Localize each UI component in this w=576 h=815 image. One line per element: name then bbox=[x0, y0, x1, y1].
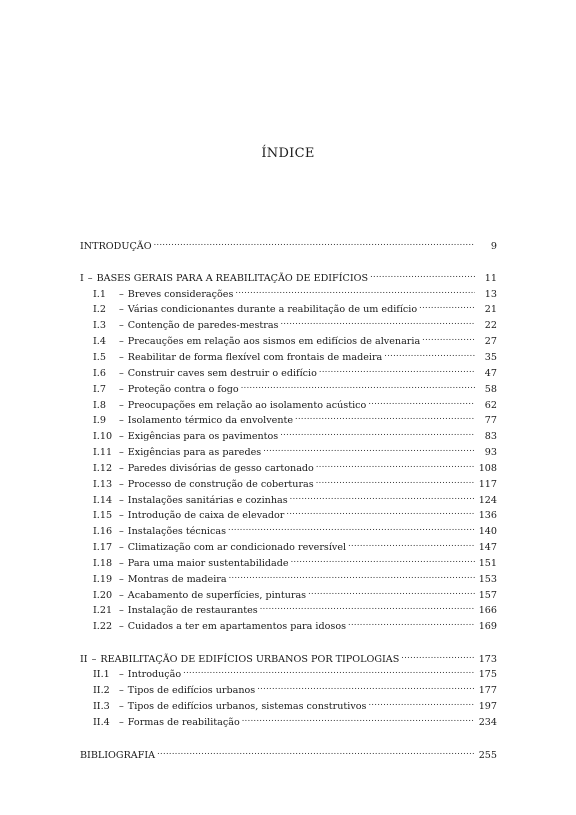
toc-entry-page-number: 35 bbox=[484, 352, 497, 363]
toc-entry-separator: – bbox=[119, 368, 124, 379]
toc-entry-page-number: 9 bbox=[490, 241, 497, 252]
dot-leader bbox=[422, 330, 475, 344]
toc-entry-number: I.3 bbox=[93, 320, 106, 331]
toc-entry-separator: – bbox=[119, 669, 124, 680]
toc-entry-page-number: 147 bbox=[478, 542, 497, 553]
toc-entry-number: I bbox=[80, 273, 84, 284]
toc-entry-number: I.5 bbox=[93, 352, 106, 363]
toc-entry-page-number: 255 bbox=[478, 750, 497, 761]
dot-leader bbox=[419, 298, 475, 312]
toc-entry-page-number: 173 bbox=[478, 654, 497, 665]
toc-entry-page-number: 62 bbox=[484, 400, 497, 411]
dot-leader bbox=[348, 615, 475, 629]
toc-entry-separator: – bbox=[119, 320, 124, 331]
dot-leader bbox=[183, 663, 475, 677]
toc-entry-separator: – bbox=[119, 510, 124, 521]
dot-leader bbox=[280, 314, 475, 328]
dot-leader bbox=[229, 568, 475, 582]
toc-entry-title: Paredes divisórias de gesso cartonado bbox=[127, 463, 314, 474]
toc-entry bbox=[93, 504, 497, 521]
toc-entry bbox=[93, 441, 497, 458]
toc-entry-title: BASES GERAIS PARA A REABILITAÇÃO DE EDIFÍCIOS bbox=[96, 273, 369, 284]
toc-entry-number: II.1 bbox=[93, 669, 110, 680]
toc-entry-title: Formas de reabilitação bbox=[127, 717, 240, 728]
toc-entry-separator: – bbox=[119, 590, 124, 601]
toc-entry-title: Várias condicionantes durante a reabilitação de um edifício bbox=[127, 304, 418, 315]
toc-entry-separator: – bbox=[119, 685, 124, 696]
toc-entry-page-number: 169 bbox=[478, 621, 497, 632]
dot-leader bbox=[308, 584, 475, 598]
dot-leader bbox=[401, 648, 475, 662]
toc-entry-separator: – bbox=[119, 289, 124, 300]
toc-entry-title: Tipos de edifícios urbanos, sistemas construtivos bbox=[127, 701, 367, 712]
dot-leader bbox=[257, 679, 475, 693]
toc-entry-number: I.20 bbox=[93, 590, 113, 601]
toc-entry-title: Introdução de caixa de elevador bbox=[127, 510, 285, 521]
toc-entry-separator: – bbox=[119, 415, 124, 426]
toc-entry-separator: – bbox=[119, 447, 124, 458]
toc-entry-title: Exigências para as paredes bbox=[127, 447, 262, 458]
toc-entry-page-number: 177 bbox=[478, 685, 497, 696]
toc-entry bbox=[93, 457, 497, 474]
dot-leader bbox=[235, 283, 475, 297]
toc-entry-page-number: 153 bbox=[478, 574, 497, 585]
toc-entry-number: I.1 bbox=[93, 289, 106, 300]
dot-leader bbox=[280, 425, 475, 439]
toc-entry-page-number: 108 bbox=[478, 463, 497, 474]
toc-entry-separator: – bbox=[91, 654, 97, 665]
toc-entry bbox=[93, 615, 497, 632]
toc-entry-number: I.17 bbox=[93, 542, 113, 553]
toc-entry bbox=[93, 711, 497, 728]
toc-entry bbox=[80, 744, 497, 761]
toc-entry-number: I.14 bbox=[93, 495, 113, 506]
toc-entry-page-number: 58 bbox=[484, 384, 497, 395]
toc-entry bbox=[93, 378, 497, 395]
toc-entry bbox=[93, 473, 497, 490]
dot-leader bbox=[316, 457, 475, 471]
toc-entry bbox=[80, 648, 497, 665]
toc-entry-page-number: 151 bbox=[478, 558, 497, 569]
toc-entry-separator: – bbox=[119, 400, 124, 411]
toc-entry-separator: – bbox=[119, 336, 124, 347]
dot-leader bbox=[368, 394, 475, 408]
toc-entry bbox=[93, 283, 497, 300]
toc-entry-number: I.4 bbox=[93, 336, 106, 347]
toc-entry bbox=[80, 267, 497, 284]
toc-entry bbox=[93, 663, 497, 680]
toc-entry-separator: – bbox=[119, 431, 124, 442]
toc-entry-page-number: 93 bbox=[484, 447, 497, 458]
toc-entry-page-number: 27 bbox=[484, 336, 497, 347]
dot-leader bbox=[316, 473, 475, 487]
toc-entry-number: I.7 bbox=[93, 384, 106, 395]
toc-entry bbox=[93, 536, 497, 553]
toc-entry-separator: – bbox=[87, 273, 93, 284]
toc-entry-number: I.18 bbox=[93, 558, 113, 569]
toc-entry-number: I.16 bbox=[93, 526, 113, 537]
toc-entry-title: Instalações sanitárias e cozinhas bbox=[127, 495, 288, 506]
toc-entry-page-number: 136 bbox=[478, 510, 497, 521]
toc-entry bbox=[93, 425, 497, 442]
toc-entry bbox=[93, 679, 497, 696]
toc-entry-separator: – bbox=[119, 384, 124, 395]
toc-entry-page-number: 22 bbox=[484, 320, 497, 331]
toc-entry-title: Para uma maior sustentabilidade bbox=[127, 558, 289, 569]
toc-entry-number: II.3 bbox=[93, 701, 110, 712]
toc-entry-page-number: 47 bbox=[484, 368, 497, 379]
toc-entry-title: Breves considerações bbox=[127, 289, 234, 300]
toc-entry-number: I.13 bbox=[93, 479, 113, 490]
dot-leader bbox=[154, 235, 475, 249]
toc-entry bbox=[93, 584, 497, 601]
toc-entry bbox=[93, 362, 497, 379]
toc-entry-title: Reabilitar de forma flexível com frontais de madeira bbox=[127, 352, 383, 363]
toc-entry-title: Exigências para os pavimentos bbox=[127, 431, 279, 442]
toc-entry bbox=[93, 599, 497, 616]
toc-entry-title: BIBLIOGRAFIA bbox=[80, 750, 156, 761]
toc-entry-title: Cuidados a ter em apartamentos para idosos bbox=[127, 621, 347, 632]
dot-leader bbox=[263, 441, 475, 455]
toc-entry bbox=[93, 314, 497, 331]
toc-entry-page-number: 175 bbox=[478, 669, 497, 680]
toc-entry-title: Climatização com ar condicionado reversível bbox=[127, 542, 347, 553]
toc-entry-title: Isolamento térmico da envolvente bbox=[127, 415, 294, 426]
toc-entry-title: Proteção contra o fogo bbox=[127, 384, 239, 395]
toc-entry bbox=[80, 235, 497, 252]
toc-entry bbox=[93, 489, 497, 506]
toc-entry-number: I.12 bbox=[93, 463, 113, 474]
toc-entry-page-number: 117 bbox=[478, 479, 497, 490]
dot-leader bbox=[370, 267, 475, 281]
toc-entry-number: I.6 bbox=[93, 368, 106, 379]
toc-entry-title: Montras de madeira bbox=[127, 574, 227, 585]
toc-entry-number: I.11 bbox=[93, 447, 113, 458]
toc-entry-separator: – bbox=[119, 542, 124, 553]
toc-entry-number: I.10 bbox=[93, 431, 113, 442]
toc-entry bbox=[93, 568, 497, 585]
toc-entry-title: Construir caves sem destruir o edifício bbox=[127, 368, 317, 379]
toc-entry-separator: – bbox=[119, 495, 124, 506]
toc-entry-title: Preocupações em relação ao isolamento acústico bbox=[127, 400, 367, 411]
toc-entry-page-number: 124 bbox=[478, 495, 497, 506]
dot-leader bbox=[260, 599, 475, 613]
toc-entry bbox=[93, 695, 497, 712]
toc-entry-page-number: 140 bbox=[478, 526, 497, 537]
toc-entry-title: Processo de construção de coberturas bbox=[127, 479, 314, 490]
toc-entry-title: Instalação de restaurantes bbox=[127, 605, 258, 616]
dot-leader bbox=[228, 520, 475, 534]
toc-entry bbox=[93, 409, 497, 426]
toc-entry-number: I.19 bbox=[93, 574, 113, 585]
toc-entry-title: Contenção de paredes-mestras bbox=[127, 320, 279, 331]
dot-leader bbox=[384, 346, 475, 360]
toc-entry-title: Precauções em relação aos sismos em edifícios de alvenaria bbox=[127, 336, 421, 347]
toc-entry-number: II.2 bbox=[93, 685, 110, 696]
toc-entry bbox=[93, 330, 497, 347]
toc-entry-page-number: 13 bbox=[484, 289, 497, 300]
toc-entry-separator: – bbox=[119, 701, 124, 712]
toc-entry-title: Instalações técnicas bbox=[127, 526, 227, 537]
toc-entry-number: II.4 bbox=[93, 717, 110, 728]
page-title: ÍNDICE bbox=[261, 146, 315, 161]
toc-entry-number: I.22 bbox=[93, 621, 113, 632]
dot-leader bbox=[157, 744, 475, 758]
dot-leader bbox=[319, 362, 475, 376]
toc-entry-number: I.15 bbox=[93, 510, 113, 521]
dot-leader bbox=[368, 695, 475, 709]
toc-entry-separator: – bbox=[119, 621, 124, 632]
toc-entry-number: II bbox=[80, 654, 88, 665]
toc-entry-separator: – bbox=[119, 352, 124, 363]
toc-entry-page-number: 166 bbox=[478, 605, 497, 616]
toc-entry-separator: – bbox=[119, 526, 124, 537]
toc-entry-title: INTRODUÇÃO bbox=[80, 241, 152, 252]
toc-entry-title: Introdução bbox=[127, 669, 182, 680]
dot-leader bbox=[348, 536, 475, 550]
toc-entry bbox=[93, 520, 497, 537]
dot-leader bbox=[295, 409, 475, 423]
toc-entry-page-number: 234 bbox=[478, 717, 497, 728]
toc-entry-number: I.2 bbox=[93, 304, 106, 315]
toc-entry bbox=[93, 394, 497, 411]
toc-entry-number: I.9 bbox=[93, 415, 106, 426]
toc-entry-number: I.8 bbox=[93, 400, 106, 411]
toc-entry-page-number: 157 bbox=[478, 590, 497, 601]
toc-entry-page-number: 197 bbox=[478, 701, 497, 712]
toc-entry-separator: – bbox=[119, 717, 124, 728]
toc-entry-title: Acabamento de superfícies, pinturas bbox=[127, 590, 307, 601]
toc-entry-page-number: 83 bbox=[484, 431, 497, 442]
toc-entry-title: REABILITAÇÃO DE EDIFÍCIOS URBANOS POR TIPOLOGIAS bbox=[100, 654, 400, 665]
dot-leader bbox=[286, 504, 475, 518]
toc-entry-separator: – bbox=[119, 605, 124, 616]
toc-entry bbox=[93, 346, 497, 363]
toc-entry-separator: – bbox=[119, 463, 124, 474]
toc-entry bbox=[93, 552, 497, 569]
toc-entry-separator: – bbox=[119, 558, 124, 569]
toc-entry-separator: – bbox=[119, 574, 124, 585]
toc-entry-page-number: 21 bbox=[484, 304, 497, 315]
toc-entry-title: Tipos de edifícios urbanos bbox=[127, 685, 256, 696]
dot-leader bbox=[290, 489, 475, 503]
toc-entry-page-number: 77 bbox=[484, 415, 497, 426]
toc-entry-page-number: 11 bbox=[484, 273, 497, 284]
toc-entry-separator: – bbox=[119, 479, 124, 490]
toc-entry-separator: – bbox=[119, 304, 124, 315]
toc-entry-number: I.21 bbox=[93, 605, 113, 616]
dot-leader bbox=[291, 552, 475, 566]
toc-entry bbox=[93, 298, 497, 315]
dot-leader bbox=[241, 378, 475, 392]
dot-leader bbox=[242, 711, 475, 725]
